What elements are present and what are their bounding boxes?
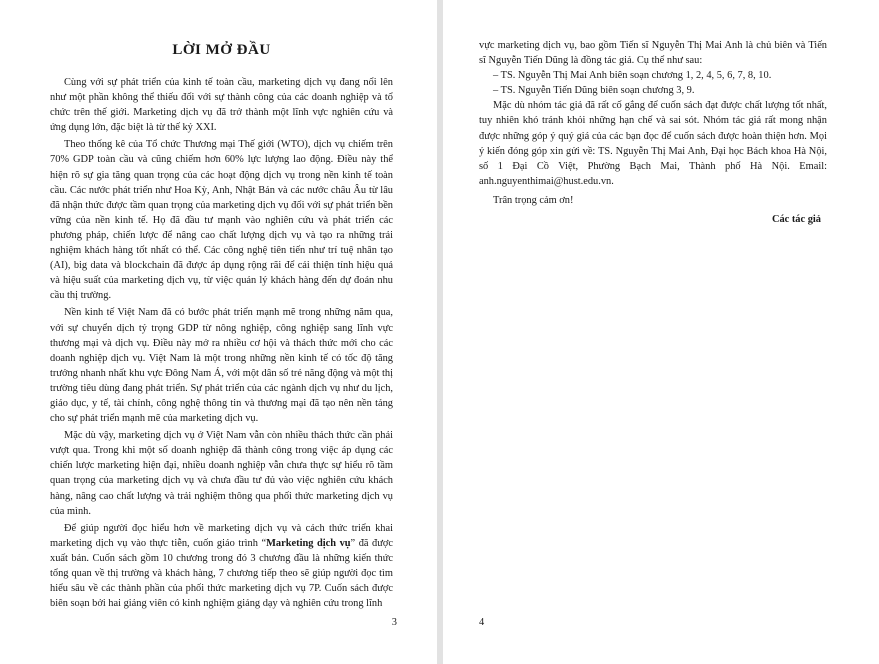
author-line-2: – TS. Nguyễn Tiến Dũng biên soạn chương 3, 9. (493, 85, 695, 97)
paragraph-3: Nền kinh tế Việt Nam đã có bước phát triển mạnh mẽ trong những năm qua, với sự chuyển dịch tỷ trọng GDP từ nông nghiệp, công nghiệp sang lĩnh vực thương mại và dịch vụ. Điều này mở ra nhiều cơ hội và thách thức mới cho các doanh nghiệp dịch vụ. Việt Nam là một trong những nền kinh tế có tốc độ tăng trưởng nhanh nhất khu vực Đông Nam Á, với một dân số trẻ năng động và một thị trường tiêu dùng đang phát triển. Sự phát triển của các ngành dịch vụ như du lịch, giáo dục, y tế, tài chính, công nghệ thông tin và thương mại đã tạo nên nền tảng cho sự phát triển mạnh mẽ của marketing dịch vụ. (50, 307, 393, 425)
page-number-left: 3 (391, 617, 397, 628)
paragraph-5-text-b: ” đã được xuất bản. Cuốn sách gồm 10 chương trong đó 3 chương đầu là những kiến thức tổng quan về thị trường và khách hàng, 7 chương tiếp theo sẽ giúp người đọc tìm hiểu sâu về các thành phần của phối thức marketing dịch vụ 7P. Cuốn sách được biên soạn bởi hai giảng viên có kinh nghiệm giảng dạy và nghiên cứu trong lĩnh (50, 537, 393, 610)
page-title: LỜI MỞ ĐẦU (172, 42, 271, 58)
paragraph-continued: vực marketing dịch vụ, bao gồm Tiến sĩ Nguyễn Thị Mai Anh là chủ biên và Tiến sĩ Nguyễn Tiến Dũng là đồng tác giả. Cụ thể như sau: (479, 40, 827, 67)
paragraph-4: Mặc dù vậy, marketing dịch vụ ở Việt Nam vẫn còn nhiều thách thức cần phải vượt qua. Trong khi một số doanh nghiệp đã thành công trong việc áp dụng các chiến lược marketing hiện đại, nhiều doanh nghiệp vẫn chưa thực sự hiểu rõ tầm quan trọng của marketing dịch vụ và chưa đầu tư đủ vào việc nghiên cứu khách hàng, nâng cao chất lượng và trải nghiệm thông qua phối thức marketing dịch vụ của mình. (50, 430, 393, 517)
author-line-1: – TS. Nguyễn Thị Mai Anh biên soạn chương 1, 2, 4, 5, 6, 7, 8, 10. (493, 70, 772, 82)
paragraph-1: Cùng với sự phát triển của kinh tế toàn cầu, marketing dịch vụ đang nổi lên như một phần không thể thiếu đối với sự thành công của các doanh nghiệp và tổ chức trên thế giới. Marketing dịch vụ đã trở thành một lĩnh vực nghiên cứu và ứng dụng lớn, đặc biệt là từ thế kỷ XXI. (50, 77, 393, 134)
signature: Các tác giả (771, 214, 821, 226)
page-number-right: 4 (479, 617, 485, 628)
paragraph-2: Theo thống kê của Tổ chức Thương mại Thế giới (WTO), dịch vụ chiếm trên 70% GDP toàn cầu và cũng chiếm hơn 60% lực lượng lao động. Điều này thể hiện rõ sự gia tăng quan trọng của các hoạt động dịch vụ trong nền kinh tế toàn cầu. Các nước phát triển như Hoa Kỳ, Anh, Nhật Bản và các nước châu Âu từ lâu đã nhận thức được tầm quan trọng của marketing dịch vụ đối với sự phát triển bền vững của nền kinh tế. Họ đã đầu tư mạnh vào nghiên cứu và phát triển các phương pháp, chiến lược để nâng cao chất lượng dịch vụ và tạo ra những trải nghiệm khách hàng tốt nhất có thể. Các công nghệ tiên tiến như trí tuệ nhân tạo (AI), big data và blockchain đã được áp dụng rộng rãi để cải thiện tính hiệu quả và hiệu suất của marketing dịch vụ, từ việc quản lý khách hàng đến dự đoán nhu cầu thị trường. (50, 139, 393, 302)
left-page (0, 0, 437, 664)
paragraph-5-text-a: Để giúp người đọc hiểu hơn về marketing dịch vụ và cách thức triển khai marketing dịch vụ vào thực tiễn, cuốn giáo trình “ (50, 522, 393, 549)
thanks-line: Trân trọng cảm ơn! (493, 194, 574, 206)
paragraph-feedback: Mặc dù nhóm tác giả đã rất cố gắng để cuốn sách đạt được chất lượng tốt nhất, tuy nhiên khó tránh khỏi những hạn chế và sai sót. Nhóm tác giả rất mong nhận được những góp ý quý giá của các bạn đọc để cuốn sách được hoàn thiện hơn. Mọi ý kiến đóng góp xin gửi về: TS. Nguyễn Thị Mai Anh, Đại học Bách khoa Hà Nội, số 1 Đại Cồ Việt, Phường Bạch Mai, Thành phố Hà Nội. Email: anh.nguyenthimai@hust.edu.vn. (479, 100, 827, 187)
paragraph-5 (50, 521, 393, 612)
book-title-bold: Marketing dịch vụ (266, 537, 351, 549)
right-page (443, 0, 879, 664)
